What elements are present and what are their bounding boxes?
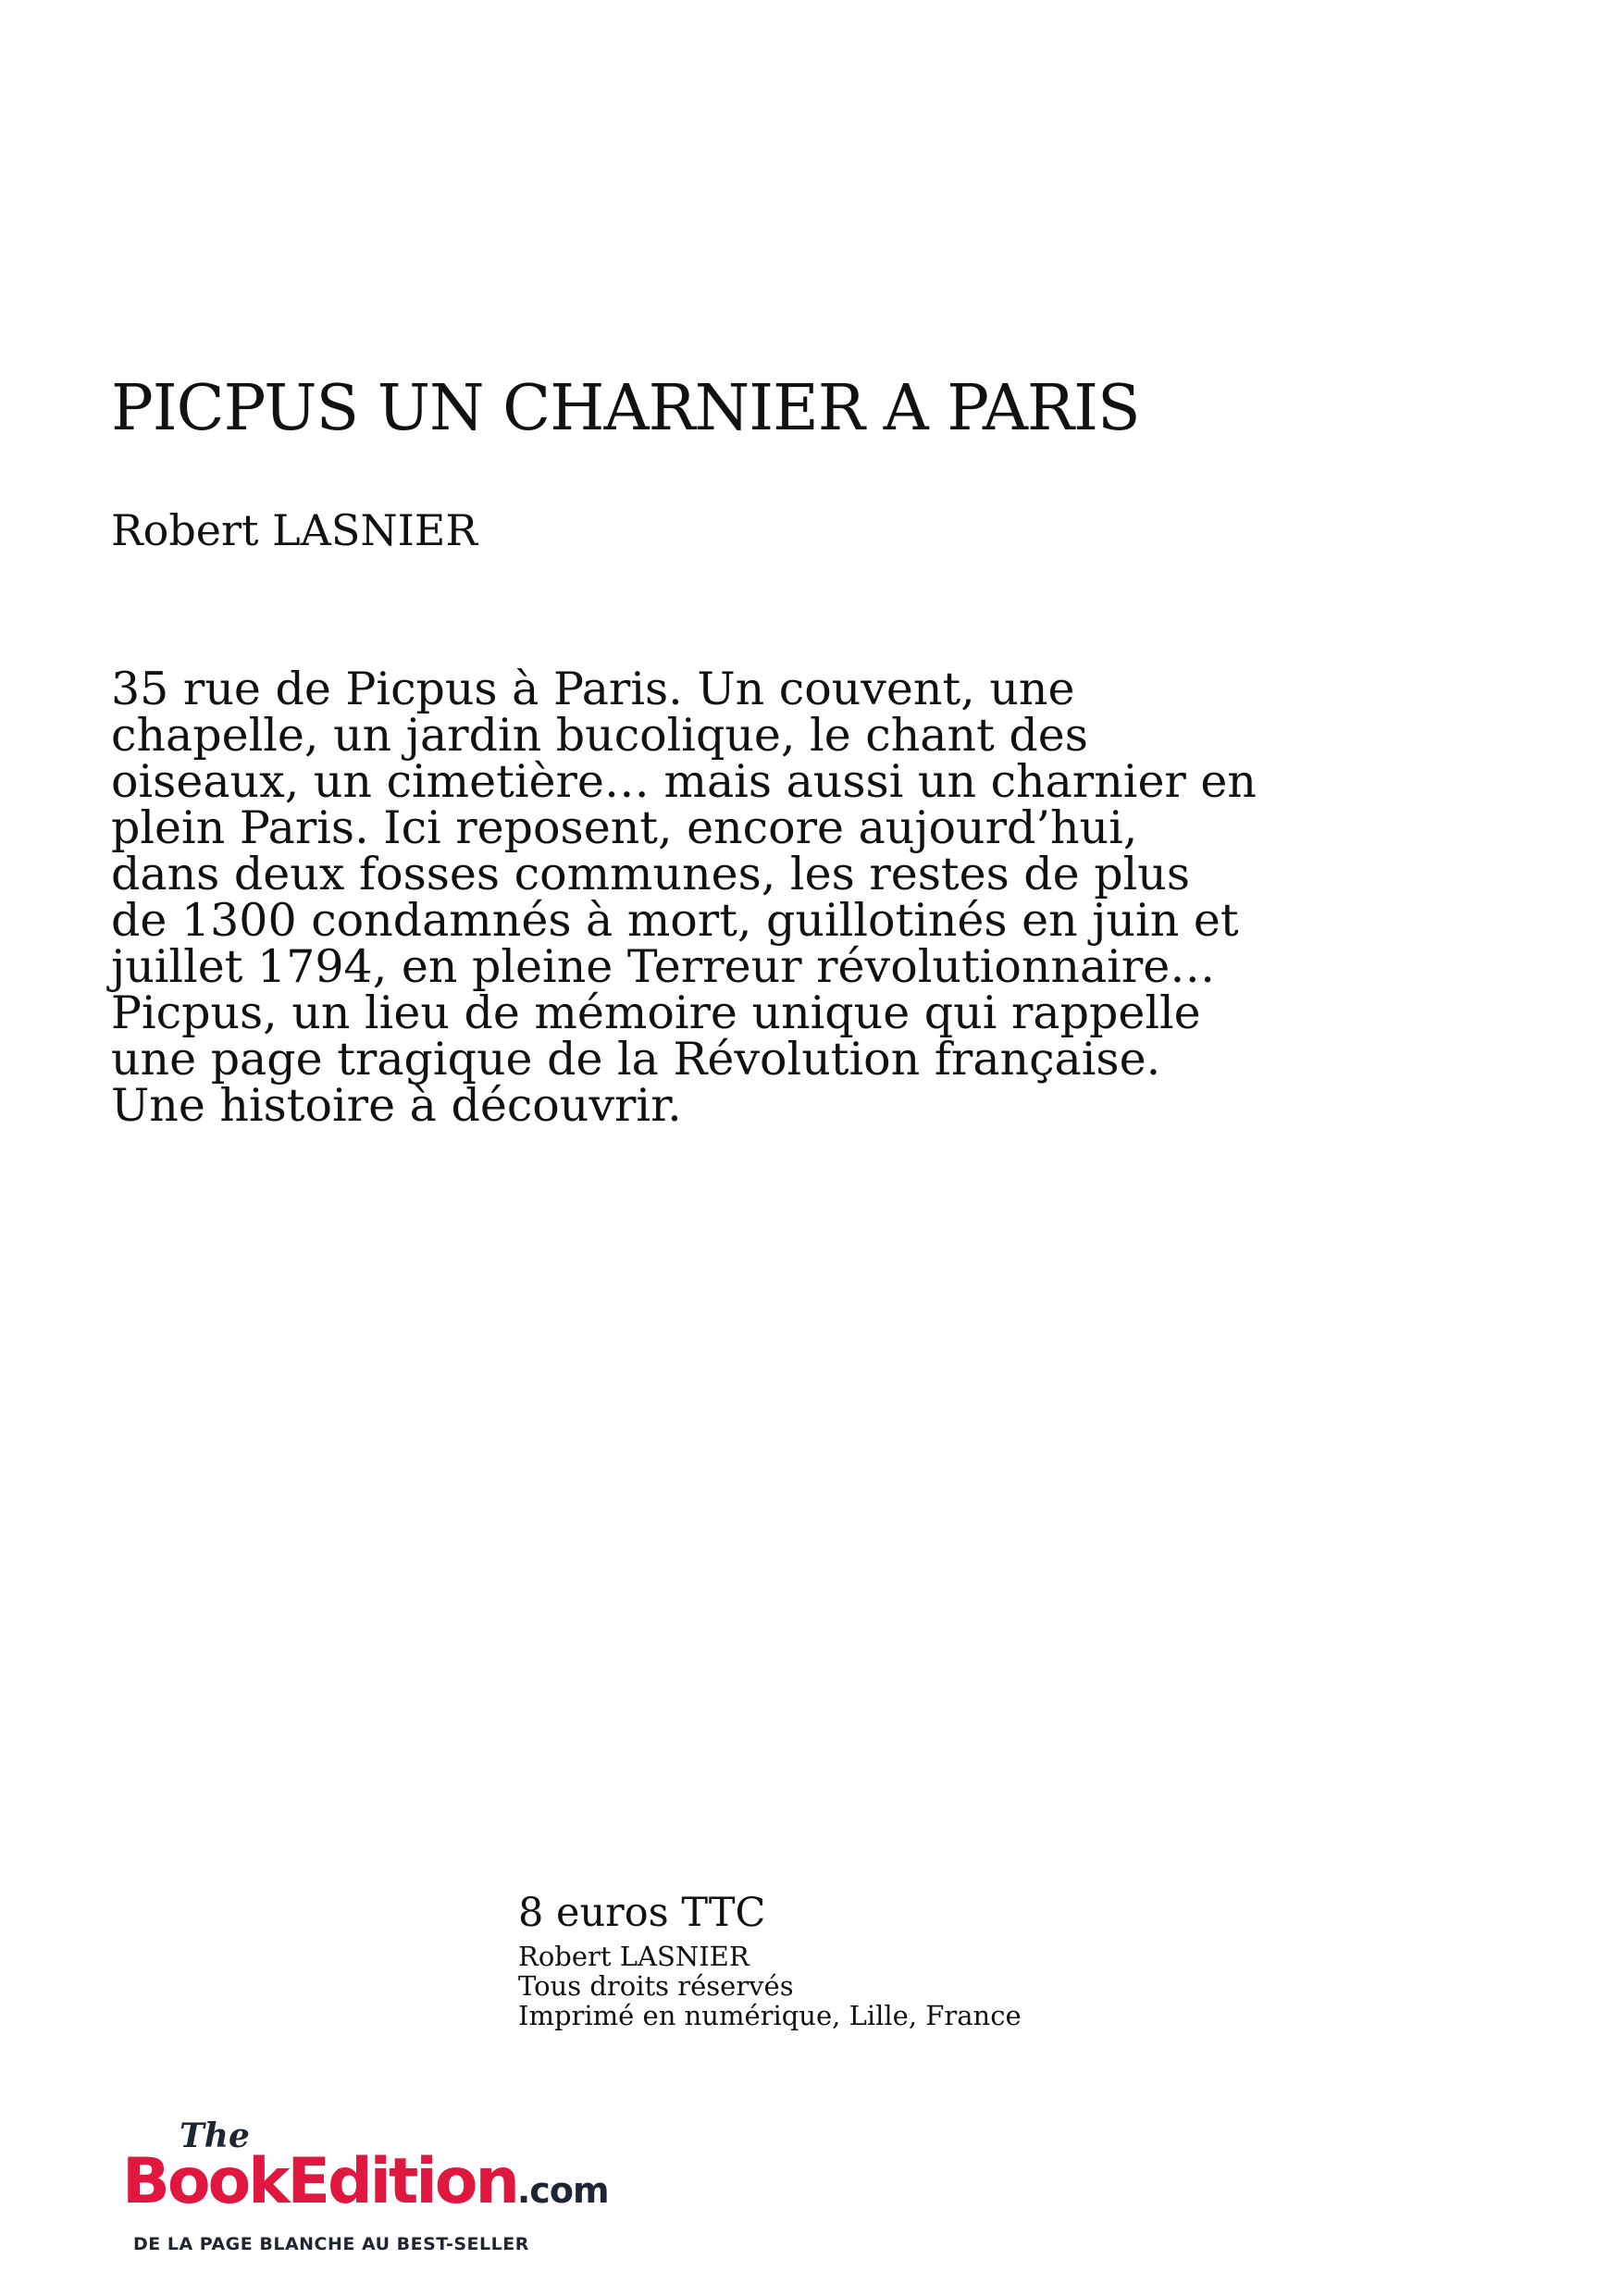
- logo-the-text: The: [180, 2116, 250, 2155]
- publisher-logo: [122, 2116, 696, 2258]
- book-title: PICPUS UN CHARNIER A PARIS: [111, 372, 1140, 445]
- price-label: 8 euros TTC: [518, 1890, 766, 1936]
- logo-tagline: DE LA PAGE BLANCHE AU BEST-SELLER: [133, 2234, 529, 2254]
- logo-wordmark: [122, 2145, 609, 2218]
- book-author: Robert LASNIER: [111, 505, 478, 555]
- book-blurb: 35 rue de Picpus à Paris. Un couvent, une chapelle, un jardin bucolique, le chant des oiseaux, un cimetière… mais aussi un charnier en plein Paris. Ici reposent, encore aujourd’hui, dans deux fosses communes, les restes de plus de 1300 condamnés à mort, guillotinés en juin et juillet 1794, en pleine Terreur révolutionnaire… Picpus, un lieu de mémoire unique qui rappelle une page tragique de la Révolution française. Une histoire à découvrir.: [111, 663, 1257, 1132]
- printing-notice: Imprimé en numérique, Lille, France: [518, 2000, 1022, 2032]
- logo-name: BookEdition: [122, 2145, 517, 2218]
- logo-domain: .com: [516, 2170, 609, 2211]
- rights-notice: Tous droits réservés: [518, 1970, 794, 2003]
- colophon: [518, 1892, 1022, 2031]
- colophon-author: Robert LASNIER: [518, 1941, 750, 1973]
